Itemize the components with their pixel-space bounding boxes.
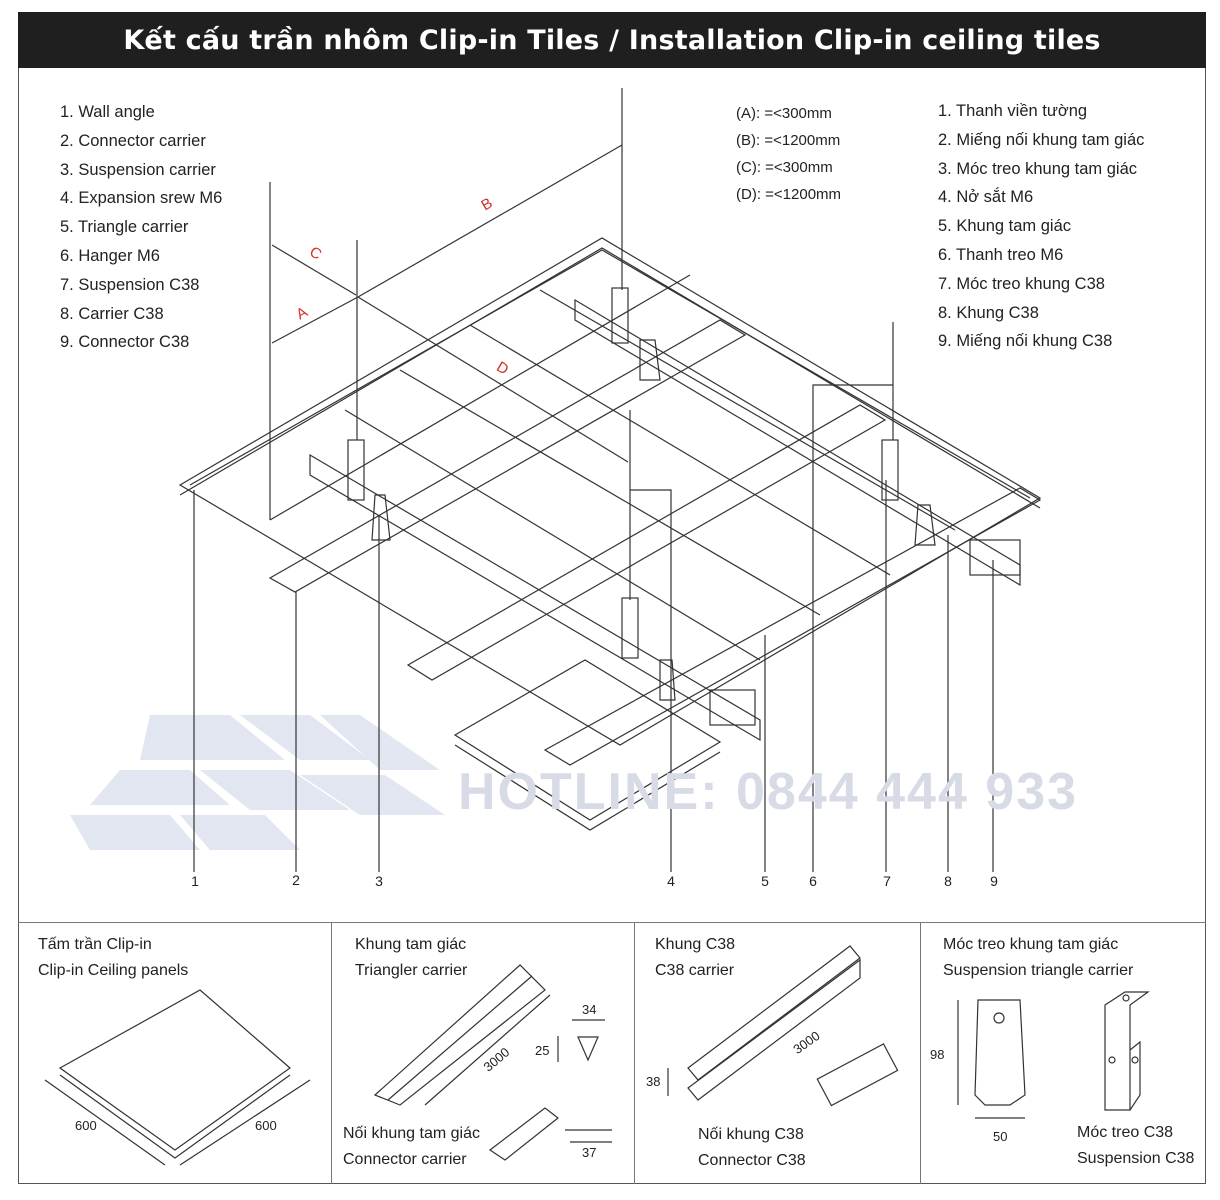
suspension-triangle-drawing (975, 1000, 1025, 1105)
callout-4: 4 (667, 873, 675, 889)
page-title: Kết cấu trần nhôm Clip-in Tiles / Installation Clip-in ceiling tiles (18, 12, 1206, 68)
callout-6: 6 (809, 873, 817, 889)
panel-4-suspension-title (1077, 1120, 1194, 1172)
dim-letter-c: C (306, 243, 325, 264)
panel-3-line2: C38 carrier (655, 962, 735, 979)
legend-item: 6. Hanger M6 (60, 246, 160, 265)
legend-item: 1. Wall angle (60, 103, 155, 121)
dimension-note: (B): =<1200mm (736, 132, 841, 149)
legend-item: 8. Carrier C38 (60, 304, 164, 323)
panel-4-title (943, 932, 1133, 984)
connector-carrier-drawing (490, 1108, 558, 1160)
panel-2-line2: Triangler carrier (355, 962, 468, 979)
panel-2-width: 34 (582, 1002, 597, 1017)
panel-4-line1: Móc treo khung tam giác (943, 936, 1119, 953)
panel-3-line1: Khung C38 (655, 936, 736, 953)
callout-9: 9 (990, 873, 998, 889)
legend-item: 5. Triangle carrier (60, 218, 189, 237)
dimension-note: (A): =<300mm (736, 105, 832, 122)
legend-item: 8. Khung C38 (938, 303, 1039, 322)
panel-2-title (355, 932, 467, 984)
callout-2: 2 (292, 872, 300, 888)
legend-item: 2. Miếng nối khung tam giác (938, 130, 1145, 149)
panel-1-line2: Clip-in Ceiling panels (38, 962, 189, 979)
callout-1: 1 (191, 873, 199, 889)
panel-2-height: 25 (535, 1043, 550, 1058)
suspension-c38-drawing (1105, 992, 1148, 1110)
legend-item: 3. Móc treo khung tam giác (938, 159, 1138, 178)
legend-item: 2. Connector carrier (60, 131, 206, 150)
legend-item: 4. Nở sắt M6 (938, 188, 1034, 207)
panel-2-connector-title (343, 1121, 480, 1173)
dim-letter-b: B (478, 194, 496, 215)
panel-2-connector-width: 37 (582, 1145, 597, 1160)
panel-1-line1: Tấm trần Clip-in (38, 936, 152, 953)
callout-7: 7 (883, 873, 891, 889)
panel-3-connector-line2: Connector C38 (698, 1152, 806, 1169)
dim-letter-d: D (493, 358, 512, 379)
dim-letter-a: A (293, 303, 311, 324)
legend-item: 6. Thanh treo M6 (938, 245, 1064, 264)
callout-5: 5 (761, 873, 769, 889)
panel-4-suspension-line1: Móc treo C38 (1077, 1124, 1174, 1141)
panel-2-connector-line1: Nối khung tam giác (343, 1125, 480, 1142)
legend-item: 1. Thanh viền tường (938, 102, 1088, 120)
dimension-note: (C): =<300mm (736, 159, 833, 176)
panel-4-height: 98 (930, 1047, 945, 1062)
panel-2-line1: Khung tam giác (355, 936, 467, 953)
panel-2-connector-line2: Connector carrier (343, 1151, 467, 1168)
panel-3-height: 38 (646, 1074, 661, 1089)
panel-3-connector-line1: Nối khung C38 (698, 1126, 804, 1143)
panel-1-dim-b: 600 (255, 1118, 277, 1133)
panel-3-length: 3000 (790, 1028, 823, 1057)
legend-item: 7. Suspension C38 (60, 275, 200, 294)
panel-2-length: 3000 (480, 1044, 513, 1075)
legend-item: 3. Suspension carrier (60, 160, 216, 179)
legend-item: 4. Expansion srew M6 (60, 189, 223, 208)
hotline-watermark: HOTLINE: 0844 444 933 (458, 763, 1079, 821)
callout-3: 3 (375, 873, 383, 889)
panel-4-width: 50 (993, 1129, 1008, 1144)
legend-item: 9. Connector C38 (60, 333, 190, 352)
dimension-note: (D): =<1200mm (736, 186, 842, 203)
panel-3-connector-title (698, 1122, 806, 1174)
panel-1-dim-a: 600 (75, 1118, 97, 1133)
panel-3-title (655, 932, 735, 984)
callout-8: 8 (944, 873, 952, 889)
panel-1-title (38, 932, 188, 984)
legend-item: 9. Miếng nối khung C38 (938, 332, 1113, 351)
connector-c38-drawing (817, 1044, 897, 1106)
panel-4-suspension-line2: Suspension C38 (1077, 1150, 1195, 1167)
legend-item: 7. Móc treo khung C38 (938, 274, 1105, 293)
legend-item: 5. Khung tam giác (938, 217, 1071, 236)
panel-4-line2: Suspension triangle carrier (943, 962, 1134, 979)
